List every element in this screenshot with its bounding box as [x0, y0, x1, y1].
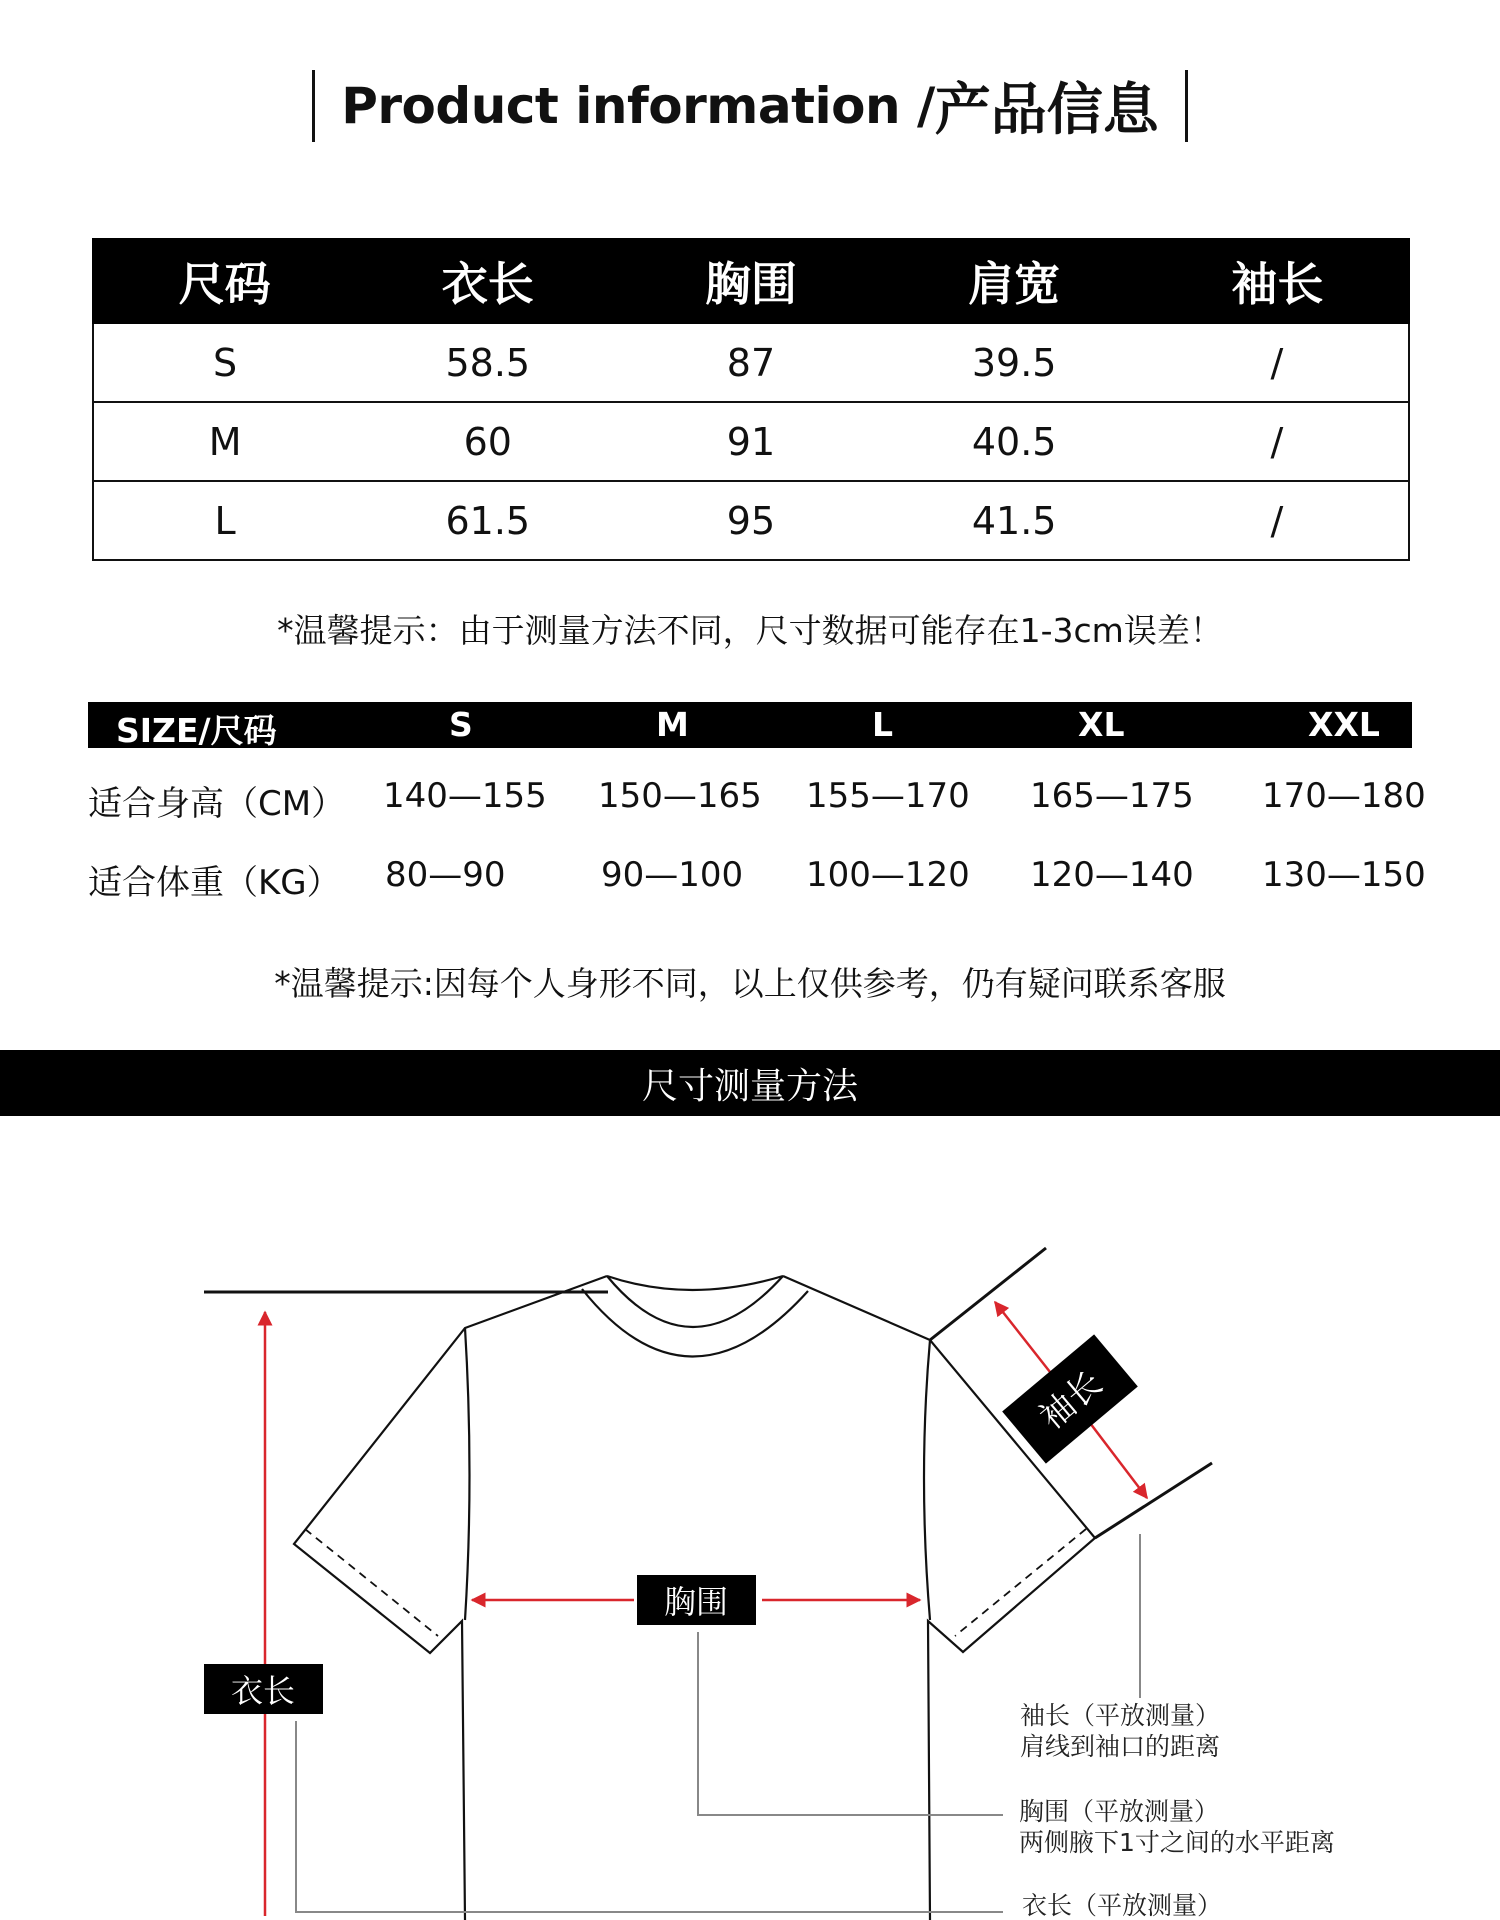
header-length: 衣长 [356, 239, 619, 323]
sleeve-guide-top [930, 1248, 1046, 1340]
fit-cell: 150—165 [598, 776, 762, 816]
fit-header-xl: XL [1078, 705, 1125, 744]
length-tag-label: 衣长 [230, 1672, 296, 1710]
fit-note: *温馨提示:因每个人身形不同，以上仅供参考，仍有疑问联系客服 [274, 964, 1226, 1003]
header-shoulder: 肩宽 [883, 239, 1146, 323]
cell-chest: 91 [619, 402, 882, 481]
fit-row-weight [0, 855, 1500, 905]
cell-chest: 87 [619, 323, 882, 402]
fit-cell: 130—150 [1262, 855, 1426, 895]
sleeve-guide-bottom [1095, 1463, 1212, 1538]
fit-header-m: M [656, 705, 689, 744]
header-sleeve: 袖长 [1146, 239, 1409, 323]
fit-cell: 80—90 [385, 855, 506, 895]
fit-row-height [0, 776, 1500, 826]
title-frame [312, 70, 1187, 142]
cell-size: S [93, 323, 356, 402]
title-english: Product information / [341, 77, 935, 135]
fit-header-l: L [872, 705, 894, 744]
table-row [93, 323, 1409, 402]
fit-row-label: 适合身高（CM） [88, 784, 346, 824]
fit-header-s: S [449, 705, 473, 744]
section-title: 尺寸测量方法 [641, 1065, 858, 1107]
cell-chest: 95 [619, 481, 882, 560]
fit-cell: 155—170 [806, 776, 970, 816]
cell-length: 61.5 [356, 481, 619, 560]
cell-sleeve: / [1146, 481, 1409, 560]
chest-desc-title: 胸围（平放测量） [1019, 1797, 1220, 1826]
chest-tag-label: 胸围 [663, 1583, 729, 1621]
measurement-note: *温馨提示：由于测量方法不同，尺寸数据可能存在1-3cm误差！ [277, 611, 1223, 650]
table-row [93, 402, 1409, 481]
fit-cell: 100—120 [806, 855, 970, 895]
title-block [0, 70, 1500, 142]
sleeve-desc-body: 肩线到袖口的距离 [1020, 1732, 1221, 1761]
sleeve-tag [1002, 1334, 1138, 1463]
cell-shoulder: 40.5 [883, 402, 1146, 481]
fit-header-size: SIZE/尺码 [116, 711, 277, 750]
chest-desc-body: 两侧腋下1寸之间的水平距离 [1019, 1828, 1335, 1857]
cell-sleeve: / [1146, 402, 1409, 481]
fit-cell: 165—175 [1030, 776, 1194, 816]
title-chinese: 产品信息 [934, 78, 1159, 143]
sleeve-tag-label: 袖长 [1032, 1363, 1111, 1438]
fit-cell: 120—140 [1030, 855, 1194, 895]
size-table-header [93, 239, 1409, 323]
fit-cell: 140—155 [383, 776, 547, 816]
cell-size: L [93, 481, 356, 560]
fit-header-xxl: XXL [1308, 705, 1380, 744]
fit-cell: 90—100 [601, 855, 744, 895]
cell-length: 58.5 [356, 323, 619, 402]
cell-length: 60 [356, 402, 619, 481]
size-table [92, 238, 1410, 561]
cell-shoulder: 41.5 [883, 481, 1146, 560]
table-row [93, 481, 1409, 560]
sleeve-desc-title: 袖长（平放测量） [1020, 1701, 1221, 1730]
measurement-method-bar [0, 1050, 1500, 1116]
length-desc-title: 衣长（平放测量） [1022, 1891, 1223, 1920]
fit-cell: 170—180 [1262, 776, 1426, 816]
header-size: 尺码 [93, 239, 356, 323]
sleeve-arrow-up [995, 1302, 1050, 1372]
sleeve-arrow-down [1090, 1423, 1147, 1498]
tshirt-diagram [0, 1116, 1500, 1920]
cell-shoulder: 39.5 [883, 323, 1146, 402]
fit-table-header [88, 702, 1412, 748]
cell-size: M [93, 402, 356, 481]
fit-row-label: 适合体重（KG） [88, 863, 341, 903]
header-chest: 胸围 [619, 239, 882, 323]
cell-sleeve: / [1146, 323, 1409, 402]
